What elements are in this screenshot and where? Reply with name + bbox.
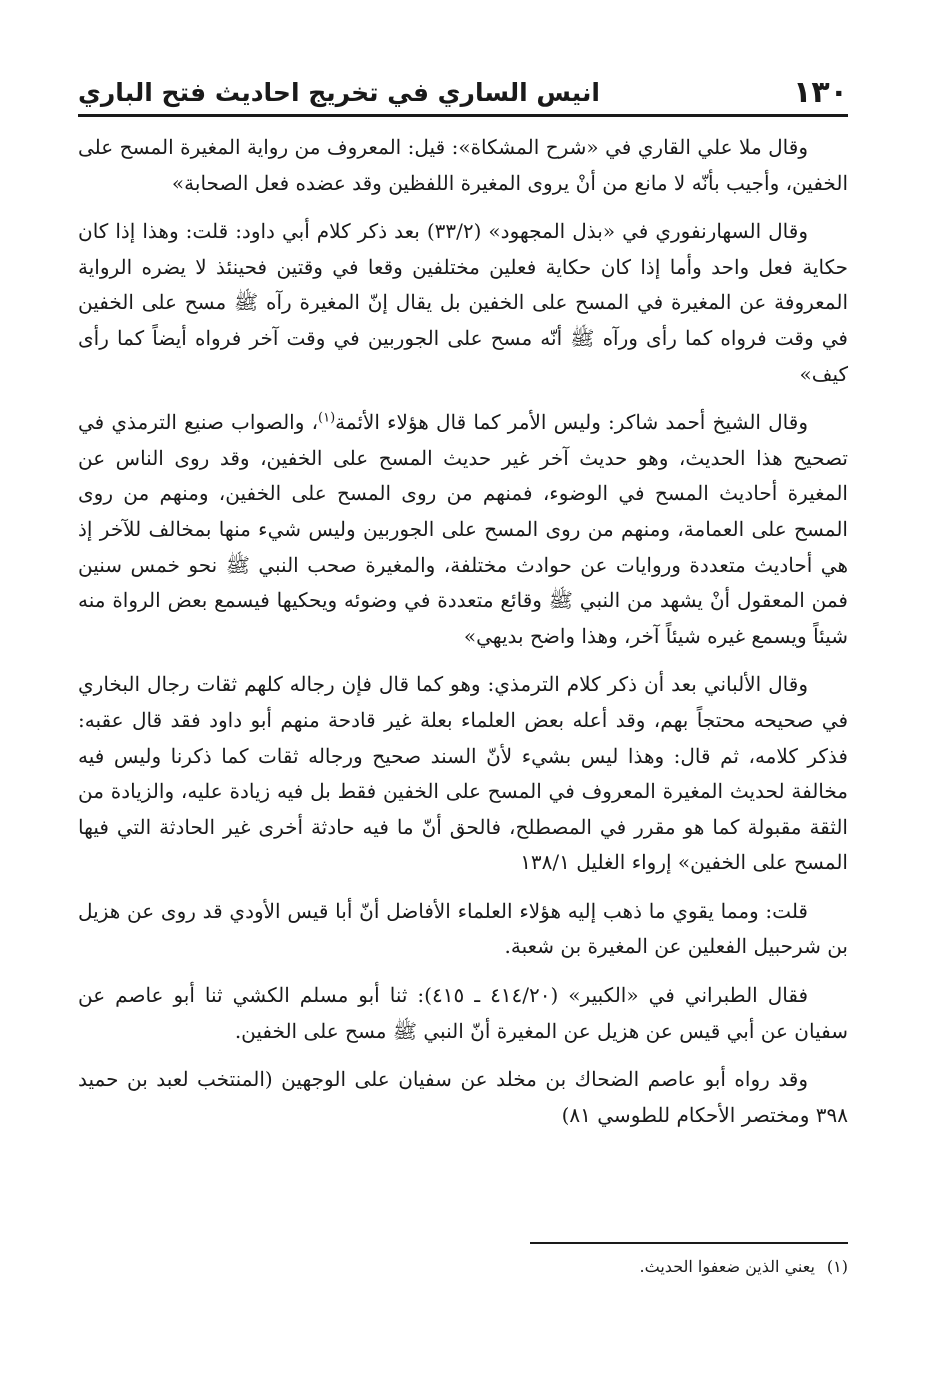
footnote (148, 1254, 848, 1280)
main-text (78, 130, 848, 1133)
paragraph-abu-asim: وقد رواه أبو عاصم الضحاك بن مخلد عن سفيان على الوجهين (المنتخب لعبد بن حميد ٣٩٨ ومختصر الأحكام للطوسي ٨١) (78, 1067, 848, 1127)
footnote-reference: (١) (318, 410, 336, 426)
paragraph-albani: وقال الألباني بعد أن ذكر كلام الترمذي: وهو كما قال فإن رجاله كلهم ثقات رجال البخاري في صحيحه محتجاً بهم، وقد أعله بعض العلماء بعلة غير قادحة منهم أبو داود فقد قال عقبه: فذكر كلامه، ثم قال: وهذا ليس بشيء لأنّ السند صحيح ورجاله ثقات كما ذكرنا وليس فيه مخالفة لحديث المغيرة المعروف في المسح على الخفين فقط بل فيه زيادة عليه، والزيادة من الثقة مقبولة كما هو مقرر في المصطلح، فالحق أنّ ما فيه حادثة أخرى غير الحادثة التي فيها المسح على الخفين» إرواء الغليل ١٣٨/١ (78, 672, 848, 875)
footnote-separator (530, 1242, 848, 1244)
paragraph-saharanfuri: وقال السهارنفوري في «بذل المجهود» (٣٣/٢) بعد ذكر كلام أبي داود: قلت: وهذا إذا كان حكاية فعل واحد وأما إذا كان حكاية فعلين مختلفين وقعا في وقتين فحينئذ لا يضره الرواية المعروفة عن المغيرة في المسح على الخفين بل يقال إنّ المغيرة رآه ﷺ مسح على الخفين في وقت فرواه كما رأى ورآه ﷺ أنّه مسح على الجوربين في وقت آخر فرواه أيضاً كما رأى كيف» (78, 219, 848, 386)
page-number: ١٣٠ (793, 75, 848, 110)
book-title: انيس الساري في تخريج احاديث فتح الباري (78, 78, 600, 107)
footnote-text: يعني الذين ضعفوا الحديث. (639, 1257, 815, 1276)
footnote-marker: (١) (826, 1257, 848, 1276)
paragraph-shakir (78, 405, 848, 654)
paragraph-shakir-opening: وقال الشيخ أحمد شاكر: وليس الأمر كما قال هؤلاء الأئمة (335, 410, 808, 435)
paragraph-tabarani: فقال الطبراني في «الكبير» (٤١٤/٢٠ ـ ٤١٥): ثنا أبو مسلم الكشي ثنا أبو عاصم عن سفيان عن أبي قيس عن هزيل عن المغيرة أنّ النبي ﷺ مسح على الخفين. (78, 983, 848, 1043)
paragraph-qari: وقال ملا علي القاري في «شرح المشكاة»: قيل: المعروف من رواية المغيرة المسح على الخفين، وأجيب بأنّه لا مانع من أنْ يروى المغيرة اللفظين وقد عضده فعل الصحابة» (78, 135, 848, 195)
running-header (78, 70, 848, 110)
header-rule (78, 114, 848, 117)
paragraph-shakir-rest: ، والصواب صنيع الترمذي في تصحيح هذا الحديث، وهو حديث آخر غير حديث المسح على الخفين، وقد روى الناس عن المغيرة أحاديث المسح في الوضوء، فمنهم من روى المسح على الخفين، ومنهم من روى المسح على العمامة، ومنهم من روى المسح على الجوربين وليس شيء منها بمخالف للآخر إذ هي أحاديث متعددة وروايات عن حوادث مختلفة، والمغيرة صحب النبي ﷺ نحو خمس سنين فمن المعقول أنْ يشهد من النبي ﷺ وقائع متعددة في وضوئه ويحكيها فيسمع بعض الرواة منه شيئاً ويسمع غيره شيئاً آخر، وهذا واضح بديهي» (78, 410, 848, 648)
paragraph-author-note: قلت: ومما يقوي ما ذهب إليه هؤلاء العلماء الأفاضل أنّ أبا قيس الأودي قد روى عن هزيل بن شرحبيل الفعلين عن المغيرة بن شعبة. (78, 898, 848, 959)
